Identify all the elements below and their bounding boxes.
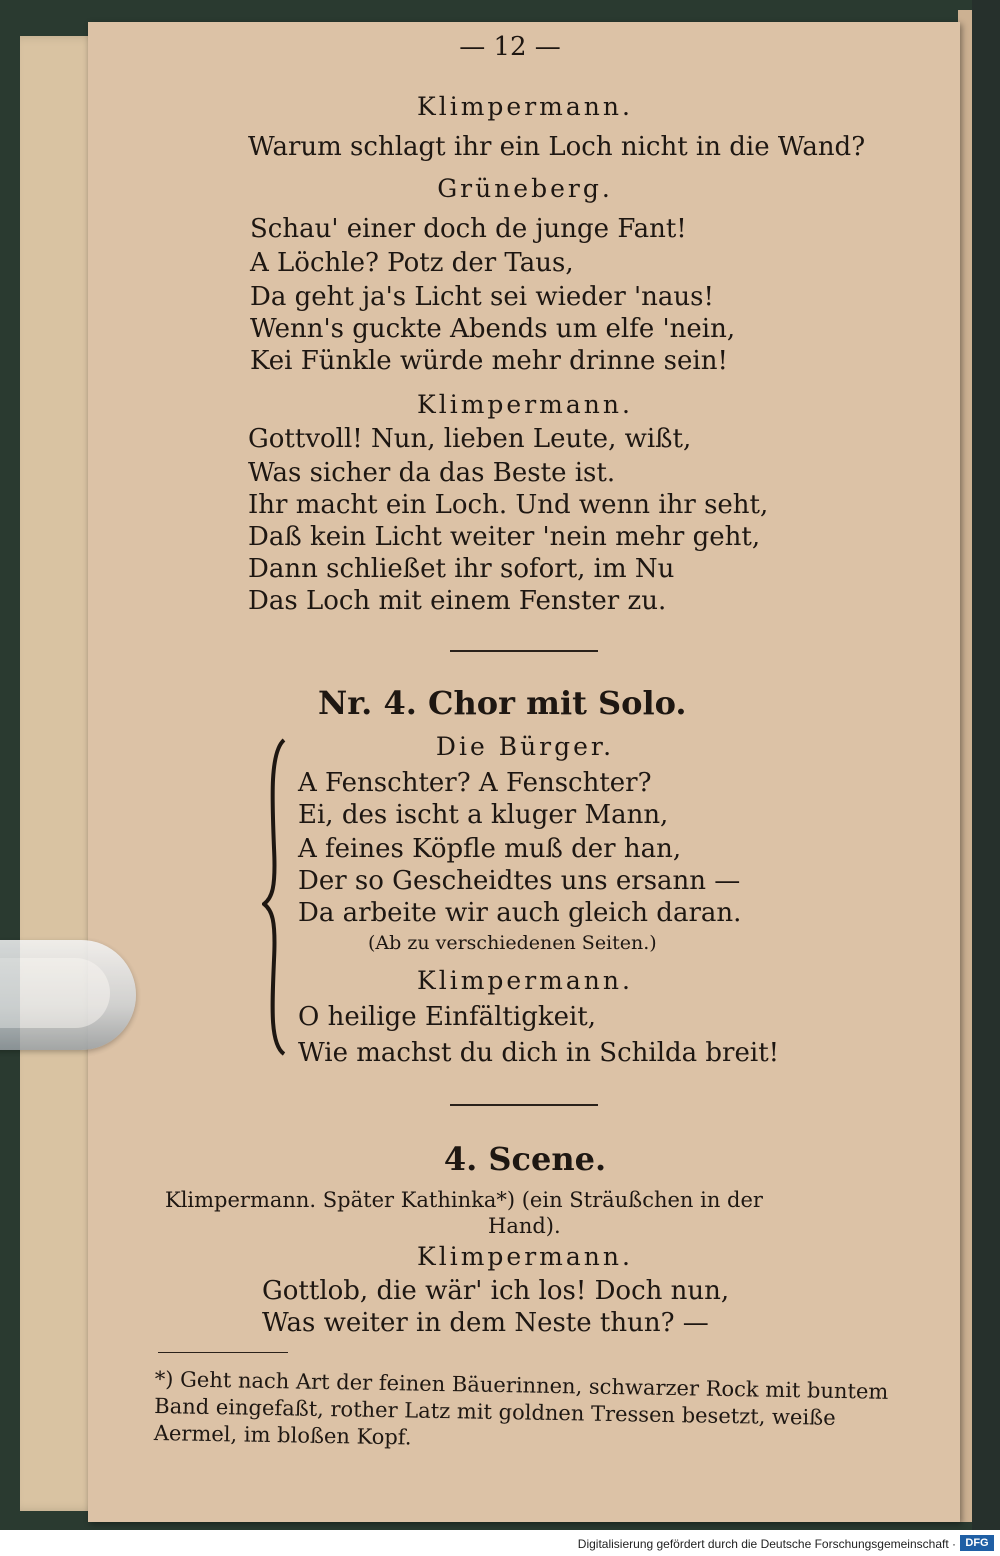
funding-credit: Digitalisierung gefördert durch die Deutsche Forschungsgemeinschaft · (577, 1537, 956, 1551)
verse-line: Wie machst du dich in Schilda breit! (298, 1038, 780, 1068)
scene-direction: Klimpermann. Später Kathinka*) (ein Sträußchen in der (165, 1188, 763, 1212)
footnote: *) Geht nach Art der feinen Bäuerinnen, schwarzer Rock mit buntem Band eingefaßt, rother Latz mit goldnen Tressen besetzt, weiße Aermel, im bloßen Kopf. (153, 1366, 889, 1450)
verse-line: Dann schließet ihr sofort, im Nu (248, 554, 675, 584)
verse-line: Was sicher da das Beste ist. (248, 458, 616, 488)
verse-line: Daß kein Licht weiter 'nein mehr geht, (248, 522, 761, 552)
verse-line: Kei Fünkle würde mehr drinne sein! (250, 346, 728, 376)
page-clip (0, 940, 136, 1050)
verse-line: Gottvoll! Nun, lieben Leute, wißt, (248, 424, 692, 454)
verse-line: O heilige Einfältigkeit, (298, 1002, 597, 1032)
speaker-klimpermann-3: Klimpermann. (417, 966, 633, 995)
underlying-page-edge (20, 36, 98, 1511)
section-heading-chor: Nr. 4. Chor mit Solo. (318, 684, 687, 722)
section-divider (450, 1104, 598, 1106)
scene-heading: 4. Scene. (443, 1140, 607, 1178)
verse-line: A feines Köpfle muß der han, (298, 834, 682, 864)
verse-line: Der so Gescheidtes uns ersann — (298, 866, 741, 896)
book-cover-edge (972, 0, 1000, 1530)
verse-line: Das Loch mit einem Fenster zu. (248, 586, 667, 616)
verse-line: Was weiter in dem Neste thun? — (262, 1308, 709, 1338)
verse-line: Wenn's guckte Abends um elfe 'nein, (250, 314, 736, 344)
verse-line: Da arbeite wir auch gleich daran. (298, 898, 742, 928)
verse-line: Da geht ja's Licht sei wieder 'naus! (250, 282, 714, 312)
page-right-edge (958, 10, 972, 1522)
verse-line: Warum schlagt ihr ein Loch nicht in die Wand? (248, 132, 866, 162)
stage-direction: (Ab zu verschiedenen Seiten.) (368, 932, 657, 954)
speaker-die-buerger: Die Bürger. (435, 732, 615, 761)
scene-direction-cont: Hand). (488, 1214, 561, 1238)
speaker-klimpermann-2: Klimpermann. (417, 390, 633, 419)
verse-line: Schau' einer doch de junge Fant! (250, 214, 687, 244)
verse-line: A Löchle? Potz der Taus, (250, 248, 574, 278)
verse-line: Ihr macht ein Loch. Und wenn ihr seht, (248, 490, 769, 520)
section-divider (450, 650, 598, 652)
footnote-rule (158, 1352, 288, 1353)
dfg-logo-icon: DFG (960, 1535, 994, 1551)
page-number: — 12 — (459, 32, 561, 62)
speaker-klimpermann-1: Klimpermann. (417, 92, 633, 121)
verse-line: Ei, des ischt a kluger Mann, (298, 800, 669, 830)
verse-line: Gottlob, die wär' ich los! Doch nun, (262, 1276, 730, 1306)
curly-brace-icon (262, 738, 288, 1056)
speaker-grueneberg: Grüneberg. (437, 174, 613, 203)
verse-line: A Fenschter? A Fenschter? (298, 768, 652, 798)
speaker-klimpermann-4: Klimpermann. (417, 1242, 633, 1271)
